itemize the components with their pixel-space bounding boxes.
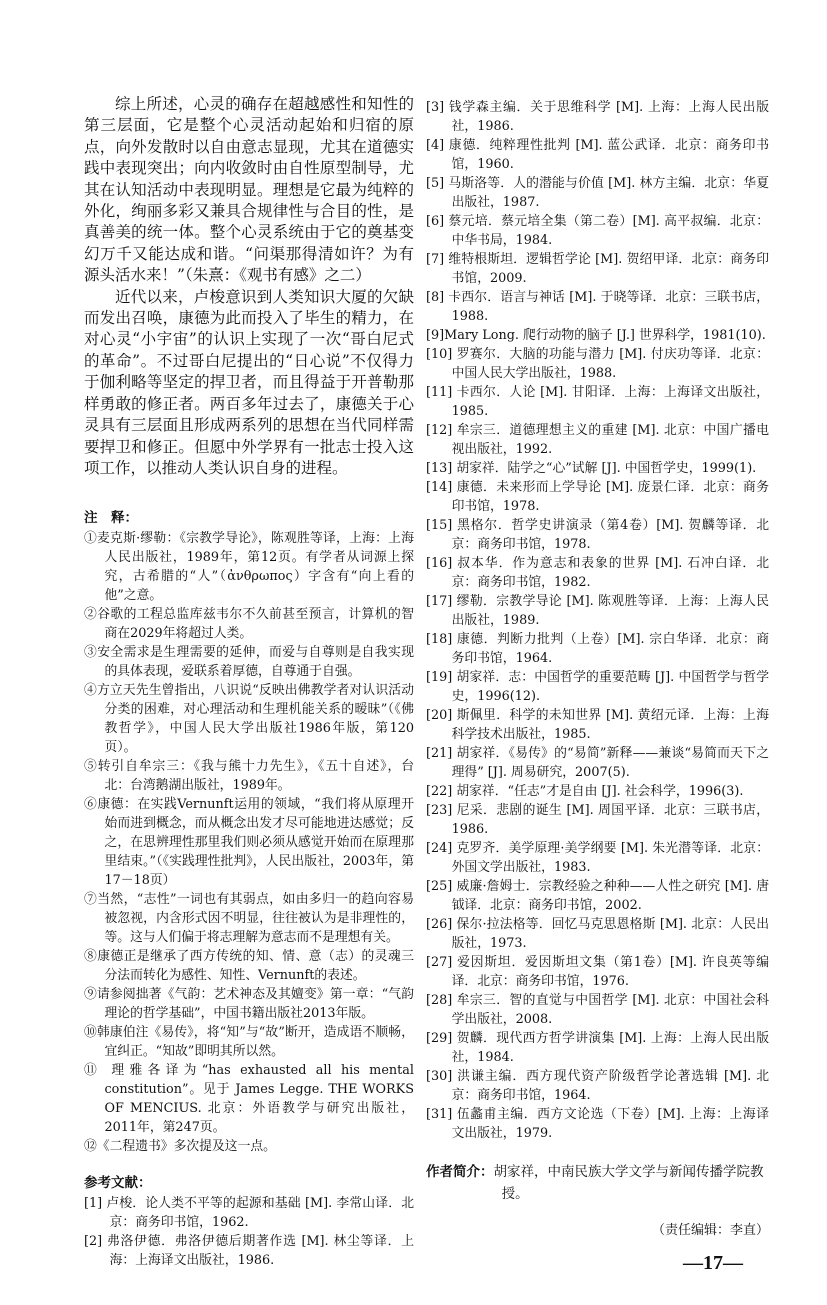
references-section: [84, 1174, 414, 1270]
note-item: ⑦当然，“志性”一词也有其弱点，如由多归一的趋向容易被忽视，内含形式因不明显，往往被认为是非理性的，等。这与人们偏于将志理解为意志而不是理想有关。: [84, 892, 414, 946]
reference-item: [3] 钱学森主编．关于思维科学 [M]. 上海：上海人民出版社，1986.: [426, 100, 769, 134]
reference-item: [31] 伍蠡甫主编．西方文论选（下卷）[M]. 上海：上海译文出版社，1979.: [426, 1107, 769, 1141]
reference-item: [27] 爱因斯坦．爱因斯坦文集（第1卷）[M]. 许良英等编译．北京：商务印书馆，1976.: [426, 955, 769, 989]
note-item: ③安全需求是生理需要的延伸，而爱与自尊则是自我实现的具体表现，爱联系着厚德，自尊通于自强。: [84, 645, 414, 680]
reference-item: [5] 马斯洛等．人的潜能与价值 [M]. 林方主编．北京：华夏出版社，1987.: [426, 176, 769, 210]
right-column-references: [426, 98, 769, 1143]
reference-item: [22] 胡家祥．“任志”才是自由 [J]. 社会科学，1996(3).: [426, 784, 744, 799]
reference-item: [14] 康德．未来形而上学导论 [M]. 庞景仁译．北京：商务印书馆，1978.: [426, 480, 769, 514]
notes-heading: 注 释：: [84, 510, 138, 527]
reference-item: [9]Mary Long. 爬行动物的脑子 [J.] 世界科学，1981(10).: [426, 328, 766, 343]
reference-item: [30] 洪谦主编．西方现代资产阶级哲学论著选辑 [M]. 北京：商务印书馆，1964.: [426, 1069, 769, 1103]
reference-item: [15] 黑格尔．哲学史讲演录（第4卷）[M]. 贺麟等译．北京：商务印书馆，1978.: [426, 518, 769, 552]
body-paragraph: 近代以来，卢梭意识到人类知识大厦的欠缺而发出召唤，康德为此而投入了毕生的精力，在对心灵“小宇宙”的认识上实现了一次“哥白尼式的革命”。不过哥白尼提出的“日心说”不仅得力于伽利略等坚定的捍卫者，而且得益于开普勒那样勇敢的修正者。两百多年过去了，康德关于心灵具有三层面且形成两系列的思想在当代同样需要捍卫和修正。但愿中外学界有一批志士投入这项工作，以推动人类认识自身的进程。: [84, 287, 414, 477]
note-item: ⑧康德正是继承了西方传统的知、情、意（志）的灵魂三分法而转化为感性、知性、Vernunft的表述。: [84, 949, 414, 984]
reference-item: [2] 弗洛伊德．弗洛伊德后期著作选 [M]. 林尘等译．上海：上海译文出版社，1986.: [84, 1234, 414, 1269]
references-heading: 参考文献：: [84, 1175, 152, 1192]
left-column: [84, 94, 414, 1270]
responsible-editor: （责任编辑：李直）: [651, 1223, 769, 1238]
note-item: ⑥康德：在实践Vernunft运用的领域，“我们将从原理开始而进到概念，而从概念出发才尽可能地进达感觉；反之，在思辨理性那里我们则必须从感觉开始而在原理那里结束。”（《实践理性批判》，人民出版社，2003年，第17－18页）: [84, 797, 414, 889]
note-item: ②谷歌的工程总监库兹韦尔不久前甚至预言，计算机的智商在2029年将超过人类。: [84, 607, 414, 642]
note-item: ⑫《二程遗书》多次提及这一点。: [84, 1139, 276, 1155]
reference-item: [8] 卡西尔．语言与神话 [M]. 于晓等译．北京：三联书店，1988.: [426, 290, 769, 324]
reference-item: [24] 克罗齐．美学原理·美学纲要 [M]. 朱光潜等译．北京：外国文学出版社，1983.: [426, 841, 769, 875]
body-paragraph: 综上所述，心灵的确存在超越感性和知性的第三层面，它是整个心灵活动起始和归宿的原点，向外发散时以自由意志显现，尤其在道德实践中表现突出；向内收敛时由自性原型制导，尤其在认知活动中表现明显。理想是它最为纯粹的外化，绚丽多彩又兼具合规律性与合目的性，是真善美的统一体。整个心灵系统由于它的奠基变幻万千又能达成和谐。“问渠那得清如许？为有源头活水来！”（朱熹：《观书有感》之二）: [84, 95, 414, 285]
note-item: ⑤转引自牟宗三：《我与熊十力先生》，《五十自述》，台北：台湾鹅湖出版社，1989年。: [84, 759, 414, 794]
author-bio: [426, 1161, 769, 1205]
reference-item: [6] 蔡元培．蔡元培全集（第二卷）[M]. 高平叔编．北京：中华书局，1984.: [426, 214, 769, 248]
reference-item: [21] 胡家祥．《易传》的“易简”新释——兼谈“易简而天下之理得” [J]. 周易研究，2007(5).: [426, 746, 769, 780]
reference-item: [1] 卢梭．论人类不平等的起源和基础 [M]. 李常山译．北京：商务印书馆，1962.: [84, 1196, 414, 1231]
reference-item: [26] 保尔·拉法格等．回忆马克思恩格斯 [M]. 北京：人民出版社，1973.: [426, 917, 769, 951]
reference-item: [11] 卡西尔．人论 [M]. 甘阳译．上海：上海译文出版社，1985.: [426, 385, 769, 419]
reference-item: [13] 胡家祥．陆学之“心”试解 [J]. 中国哲学史，1999(1).: [426, 461, 757, 476]
note-item: ①麦克斯·缪勒：《宗教学导论》，陈观胜等译，上海：上海人民出版社，1989年，第12页。有学者从词源上探究，古希腊的“人”（ἀνθρωπος）字含有“向上看的他”之意。: [84, 531, 414, 604]
author-bio-label: 作者简介：: [426, 1164, 494, 1180]
notes-section: [84, 509, 414, 1156]
author-bio-text: 胡家祥，中南民族大学文学与新闻传播学院教授。: [493, 1164, 764, 1202]
reference-item: [19] 胡家祥．志：中国哲学的重要范畴 [J]. 中国哲学与哲学史，1996(12).: [426, 670, 769, 704]
reference-item: [10] 罗赛尔．大脑的功能与潜力 [M]. 付庆功等译．北京：中国人民大学出版社，1988.: [426, 347, 769, 381]
reference-item: [16] 叔本华．作为意志和表象的世界 [M]. 石冲白译．北京：商务印书馆，1982.: [426, 556, 769, 590]
reference-item: [18] 康德．判断力批判（上卷）[M]. 宗白华译．北京：商务印书馆，1964.: [426, 632, 769, 666]
note-item: ⑨请参阅拙著《气韵：艺术神态及其嬗变》第一章：“气韵理论的哲学基础”，中国书籍出版社2013年版。: [84, 987, 414, 1022]
reference-item: [12] 牟宗三．道德理想主义的重建 [M]. 北京：中国广播电视出版社，1992.: [426, 423, 769, 457]
note-item: ④方立天先生曾指出，八识说“反映出佛教学者对认识活动分类的困难，对心理活动和生理机能关系的暧昧”（《佛教哲学》，中国人民大学出版社1986年版，第120页）。: [84, 683, 414, 756]
reference-item: [28] 牟宗三．智的直觉与中国哲学 [M]. 北京：中国社会科学出版社，2008.: [426, 993, 769, 1027]
right-column: [426, 94, 769, 1275]
reference-item: [17] 缪勒．宗教学导论 [M]. 陈观胜等译．上海：上海人民出版社，1989.: [426, 594, 769, 628]
reference-item: [20] 斯佩里．科学的未知世界 [M]. 黄绍元译．上海：上海科学技术出版社，1985.: [426, 708, 769, 742]
reference-item: [29] 贺麟．现代西方哲学讲演集 [M]. 上海：上海人民出版社，1984.: [426, 1031, 769, 1065]
note-item: ⑩韩康伯注《易传》，将“知”与“故”断开，造成语不顺畅，宜纠正。“知故”即明其所以然。: [84, 1025, 414, 1060]
reference-item: [25] 威廉·詹姆士．宗教经验之种种——人性之研究 [M]. 唐钺译．北京：商务印书馆，2002.: [426, 879, 769, 913]
reference-item: [23] 尼采．悲剧的诞生 [M]. 周国平译．北京：三联书店，1986.: [426, 803, 769, 837]
reference-item: [4] 康德．纯粹理性批判 [M]. 蓝公武译．北京：商务印书馆，1960.: [426, 138, 769, 172]
page-number: —17—: [683, 1252, 743, 1274]
reference-item: [7] 维特根斯坦．逻辑哲学论 [M]. 贺绍甲译．北京：商务印书馆，2009.: [426, 252, 769, 286]
note-item: ⑪ 理雅各译为“has exhausted all his mental constitution”。见于 James Legge. THE WORKS OF MENCIUS. 北京：外语教学与研究出版社，2011年，第247页。: [84, 1063, 414, 1136]
